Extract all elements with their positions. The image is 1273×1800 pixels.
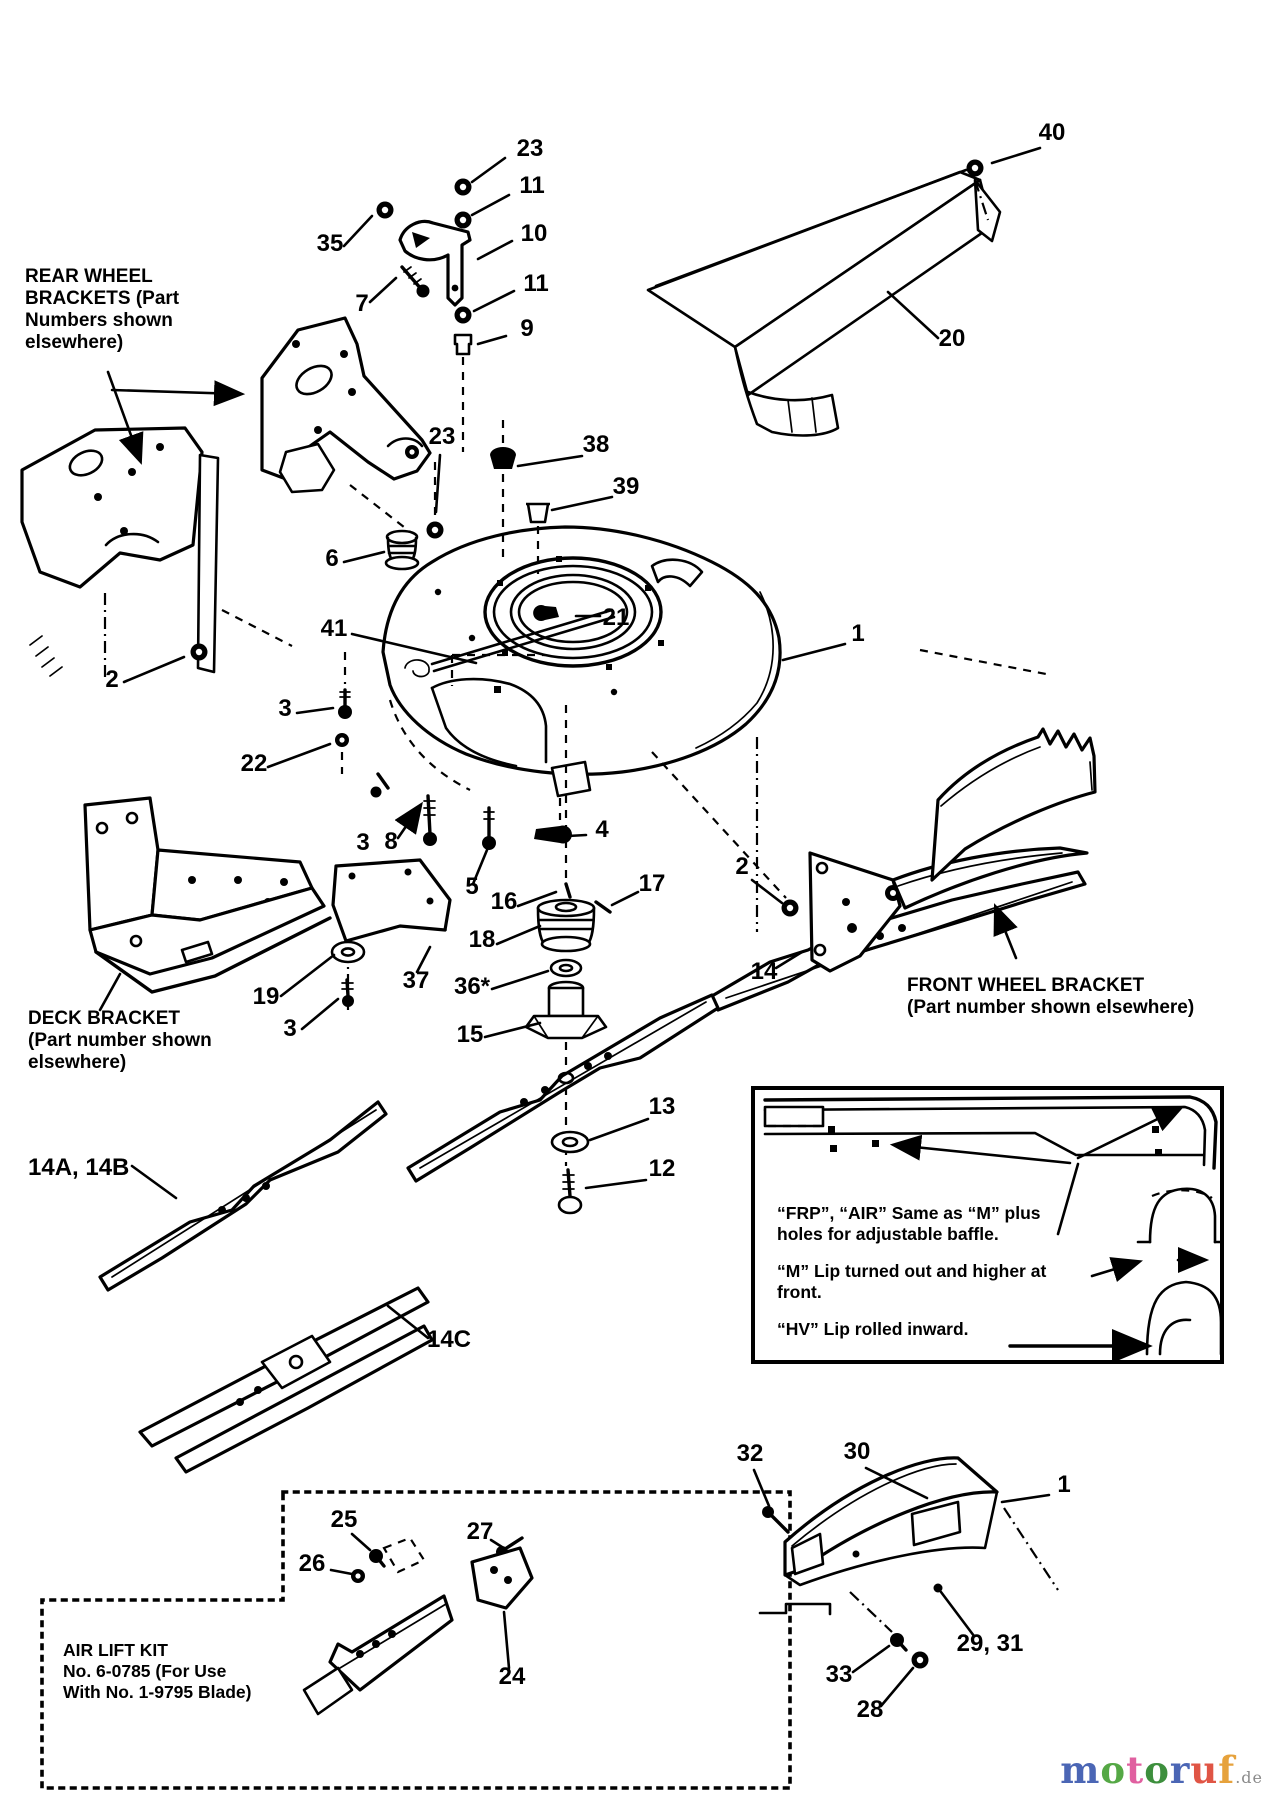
inset-note-m-line-1: “M” Lip turned out and higher at <box>777 1261 1047 1281</box>
callout-41: 41 <box>320 615 348 642</box>
callout-19: 19 <box>252 983 280 1010</box>
deck-bracket-drawing <box>85 798 364 1029</box>
air-lift-kit-note-line-1: AIR LIFT KIT <box>63 1640 168 1660</box>
deck-bracket-note-line-3: elsewhere) <box>28 1052 127 1073</box>
callout-28: 28 <box>856 1696 884 1723</box>
callout-9: 9 <box>520 315 534 342</box>
callout-10: 10 <box>520 220 548 247</box>
callout-8: 8 <box>384 828 398 855</box>
callout-2: 2 <box>105 666 119 693</box>
air-lift-kit-note-line-2: No. 6-0785 (For Use <box>63 1661 227 1681</box>
inset-note-frp-line-2: holes for adjustable baffle. <box>777 1224 999 1244</box>
callout-40: 40 <box>1038 119 1066 146</box>
front-wheel-bracket-note-line-2: (Part number shown elsewhere) <box>907 997 1195 1018</box>
inset-note-frp-line-1: “FRP”, “AIR” Same as “M” plus <box>777 1203 1041 1223</box>
callout-37: 37 <box>402 967 430 994</box>
callout-38: 38 <box>582 431 610 458</box>
callout-6: 6 <box>325 545 339 572</box>
deck-bracket-note-line-2: (Part number shown <box>28 1030 212 1051</box>
callout-22: 22 <box>240 750 268 777</box>
callout-5: 5 <box>465 873 479 900</box>
logo-letter-o: o <box>1100 1748 1127 1792</box>
callout-1: 1 <box>1057 1471 1071 1498</box>
logo-suffix: .de <box>1235 1768 1263 1787</box>
callout-35: 35 <box>316 230 344 257</box>
callout-20: 20 <box>938 325 966 352</box>
baffle-channel-20-drawing <box>648 148 1040 435</box>
deflector-30-drawing <box>754 1458 1058 1706</box>
callout-18: 18 <box>468 926 496 953</box>
deck-bracket-note-line-1: DECK BRACKET <box>28 1008 180 1029</box>
callout-36-: 36* <box>453 973 491 1000</box>
callout-3: 3 <box>356 829 370 856</box>
rear-wheel-brackets-note-line-3: Numbers shown <box>25 310 173 331</box>
inset-note-m-line-2: front. <box>777 1282 822 1302</box>
blade-14ab-drawing <box>100 1102 386 1290</box>
callout-7: 7 <box>355 290 369 317</box>
callout-23: 23 <box>428 423 456 450</box>
callout-14C: 14C <box>426 1326 472 1353</box>
air-lift-kit-note-line-3: With No. 1-9795 Blade) <box>63 1682 252 1702</box>
callout-12: 12 <box>648 1155 676 1182</box>
callout-11: 11 <box>519 172 545 199</box>
callout-21: 21 <box>602 604 630 631</box>
callout-32: 32 <box>736 1440 764 1467</box>
callout-16: 16 <box>490 888 518 915</box>
logo-letter-u: u <box>1190 1748 1219 1792</box>
callout-39: 39 <box>612 473 640 500</box>
rear-wheel-brackets-note-line-2: BRACKETS (Part <box>25 288 180 309</box>
callout-17: 17 <box>638 870 666 897</box>
callout-3: 3 <box>278 695 292 722</box>
blade-14c-drawing <box>140 1288 432 1472</box>
rear-wheel-brackets-note-line-4: elsewhere) <box>25 332 124 353</box>
logo-letter-t: t <box>1126 1748 1145 1792</box>
callout-1: 1 <box>851 620 865 647</box>
callout-3: 3 <box>283 1015 297 1042</box>
callout-13: 13 <box>648 1093 676 1120</box>
callout-14: 14 <box>750 958 778 985</box>
callout-24: 24 <box>498 1663 526 1690</box>
callout-26: 26 <box>298 1550 326 1577</box>
rear-wheel-brackets-note-line-1: REAR WHEEL <box>25 266 153 287</box>
callout-29-31: 29, 31 <box>956 1630 1024 1657</box>
callout-2: 2 <box>735 853 749 880</box>
callout-14A-14B: 14A, 14B <box>28 1154 130 1181</box>
callout-33: 33 <box>825 1661 853 1688</box>
logo-letter-o: o <box>1144 1748 1170 1792</box>
callout-25: 25 <box>330 1506 358 1533</box>
callout-27: 27 <box>466 1518 494 1545</box>
logo-letter-m: m <box>1060 1748 1101 1792</box>
logo-letter-f: f <box>1218 1748 1236 1792</box>
callout-30: 30 <box>843 1438 871 1465</box>
rear-wheel-brackets-drawing <box>22 318 430 680</box>
callout-15: 15 <box>456 1021 484 1048</box>
inset-note-hv-line-1: “HV” Lip rolled inward. <box>777 1319 969 1339</box>
callout-4: 4 <box>595 816 609 843</box>
callout-23: 23 <box>516 135 544 162</box>
left-mid-hardware-drawing <box>124 652 352 774</box>
logo-letter-r: r <box>1169 1748 1191 1792</box>
front-wheel-bracket-note-line-1: FRONT WHEEL BRACKET <box>907 975 1145 996</box>
motoruf-logo <box>1060 1748 1263 1792</box>
callout-11: 11 <box>523 270 549 297</box>
